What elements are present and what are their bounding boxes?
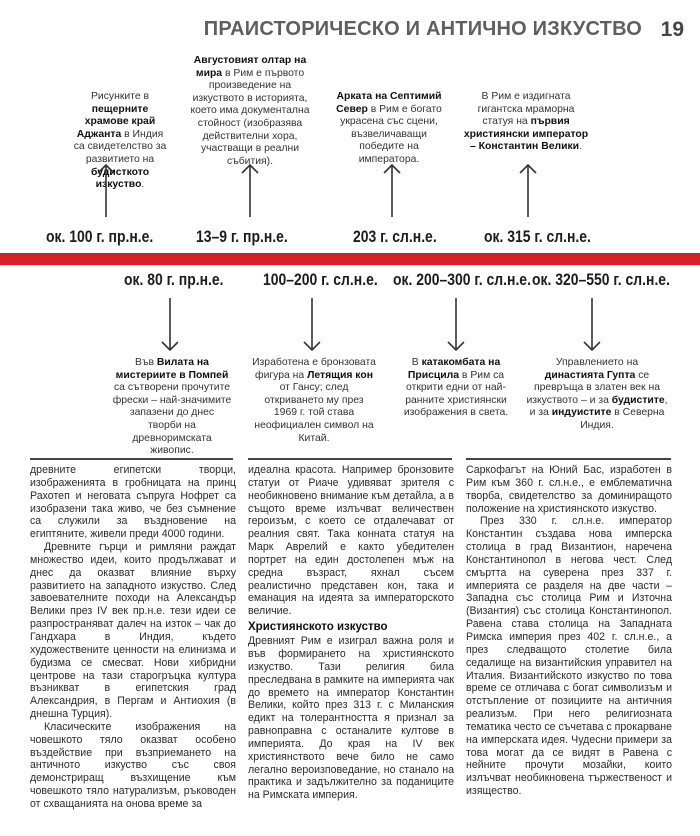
arrow-up-icon	[96, 163, 116, 219]
timeline-note-flying-horse: Изработена е бронзовата фигура на Летящия кон от Гансу; след откриването му през 1969 г. той става неофициален символ на Китай.	[252, 357, 376, 444]
arrow-up-icon	[240, 163, 260, 219]
column-divider	[466, 458, 671, 460]
timeline-note-pompeii-villa: Във Вилата на мистериите в Помпей са сътворени прочутите фрески – най-значимите запазени до днес творби на древноримската живопис.	[112, 357, 232, 457]
timeline-date: ок. 100 г. пр.н.е.	[46, 227, 154, 246]
page-number: 19	[660, 18, 684, 41]
timeline-note-ara-pacis: Августовият олтар на мира в Рим е първото произведение на изкуството в историята, което има документална стойност (изобразява действителни хора, участващи в реални събития).	[190, 55, 310, 167]
arrow-up-icon	[382, 163, 402, 219]
arrow-down-icon	[582, 296, 602, 352]
timeline-date: ок. 80 г. пр.н.е.	[124, 270, 224, 289]
section-heading: Християнското изкуство	[248, 621, 388, 634]
timeline-date: ок. 315 г. сл.н.е.	[484, 227, 591, 246]
timeline-band	[0, 253, 700, 265]
timeline-date: 203 г. сл.н.е.	[353, 227, 437, 246]
page-header	[0, 0, 700, 60]
body-column-1	[30, 464, 236, 811]
timeline-note-constantine-statue: В Рим е издигната гигантска мраморна статуя на първия християнски император – Константин Велики.	[463, 91, 589, 153]
section-title: ПРАИСТОРИЧЕСКО И АНТИЧНО ИЗКУСТВО	[203, 18, 642, 40]
column-divider	[248, 458, 452, 460]
timeline-note-ajanta: Рисунките в пещерните храмове край Аджанта в Индия са свидетелство за развитието на будисткото изкуство.	[73, 91, 167, 191]
timeline-note-septimius-arch: Арката на Септимий Север в Рим е богато украсена със сцени, възвеличаващи победите на императора.	[336, 91, 442, 165]
timeline-note-gupta-dynasty: Управлението на династията Гупта се превръща в златен век на изкуството – и за будистите, и за индуистите в Северна Индия.	[526, 357, 668, 431]
timeline-date: ок. 320–550 г. сл.н.е.	[532, 270, 670, 289]
column-divider	[30, 458, 233, 460]
body-column-2	[248, 464, 454, 802]
paragraph: Древният Рим е изиграл важна роля и във формирането на християнското изкуство. Тази религия била преследвана в рамките на империята чак до времето на император Константин Велики, който през 313 г. с Миланския едикт на толерантността я признал за равноправна с останалите култове в империята. До края на IV век християнството вече било не само легално вероизповедание, но станало на практика и задължително за поданиците на Римската империя.	[248, 635, 454, 802]
timeline-date: ок. 200–300 г. сл.н.е.	[393, 270, 531, 289]
paragraph: древните египетски творци, изображенията в гробницата на принц Рахотеп и неговата съпруга Нофрет са изобразени така живо, че без съмнение са служили за въздновение на египтяните, живели преди 4000 години.	[30, 464, 236, 541]
arrow-down-icon	[446, 296, 466, 352]
arrow-down-icon	[160, 296, 180, 352]
paragraph: Класическите изображения на човешкото тяло оказват особено въздействие при възприемането на античното изкуство със своя демонстриращ възхищение към човешкото тяло натурализъм, ръководен от схващанията на онова време за	[30, 720, 236, 810]
paragraph: идеална красота. Например бронзовите статуи от Риаче удивяват зрителя с необикновено внимание към детайла, а в същото време излъчват величествен героизъм, с което се отдалечават от реалния свят. Така конната статуя на Марк Аврелий е както убедителен портрет на един достолепен мъж на средна възраст, яхнал съсем реалистично представен кон, така и еманация на идеята за императорското величие.	[248, 464, 454, 618]
body-column-3	[466, 464, 672, 798]
arrow-down-icon	[302, 296, 322, 352]
paragraph: Саркофагът на Юний Бас, изработен в Рим към 360 г. сл.н.е., е емблематична творба, свидетелство за доминиращото положение на християнското изкуство.	[466, 464, 672, 515]
timeline-date: 100–200 г. сл.н.е.	[263, 270, 378, 289]
paragraph: Древните гърци и римляни раждат множество идеи, които продължават и днес да оказват влияние върху развитието на западното изкуство. След завоевателните походи на Александър Велики през IV век пр.н.е. тези идеи се разпространяват далеч на изток – чак до Гандхара в Индия, където художествените ценности на елинизма и будизма се смесват. Нови хибридни центрове на тази старогръцка култура възникват в египетския град Александрия, в Пергам и Антиохия (в днешна Турция).	[30, 541, 236, 721]
arrow-up-icon	[518, 163, 538, 219]
timeline-note-priscilla-catacomb: В катакомбата на Присцила в Рим са открити едни от най-ранните християнски изображения в света.	[403, 357, 509, 419]
paragraph: През 330 г. сл.н.е. император Константин създава нова имперска столица в град Византион, наречена Константинопол в негова чест. След смъртта на суверена през 337 г. империята се разделя на две части – Западна със столица Рим и Източна (Византия) със столица Константинопол. Равена става столица на Западната Римска империя през 402 г. сл.н.е., а през следващото столетие била седалище на византийския управител на Италия. Византийското изкуство по това време се отличава с богат символизъм и отстъпление от позициите на античния реализъм. При него религиозната тематика често се съчетава с прокарване на имперската идея. Чудесни примери за това могат да се видят в Равена с нейните прочути мозайки, които излъчват необикновена тържественост и изящество.	[466, 515, 672, 798]
timeline-date: 13–9 г. пр.н.е.	[196, 227, 288, 246]
